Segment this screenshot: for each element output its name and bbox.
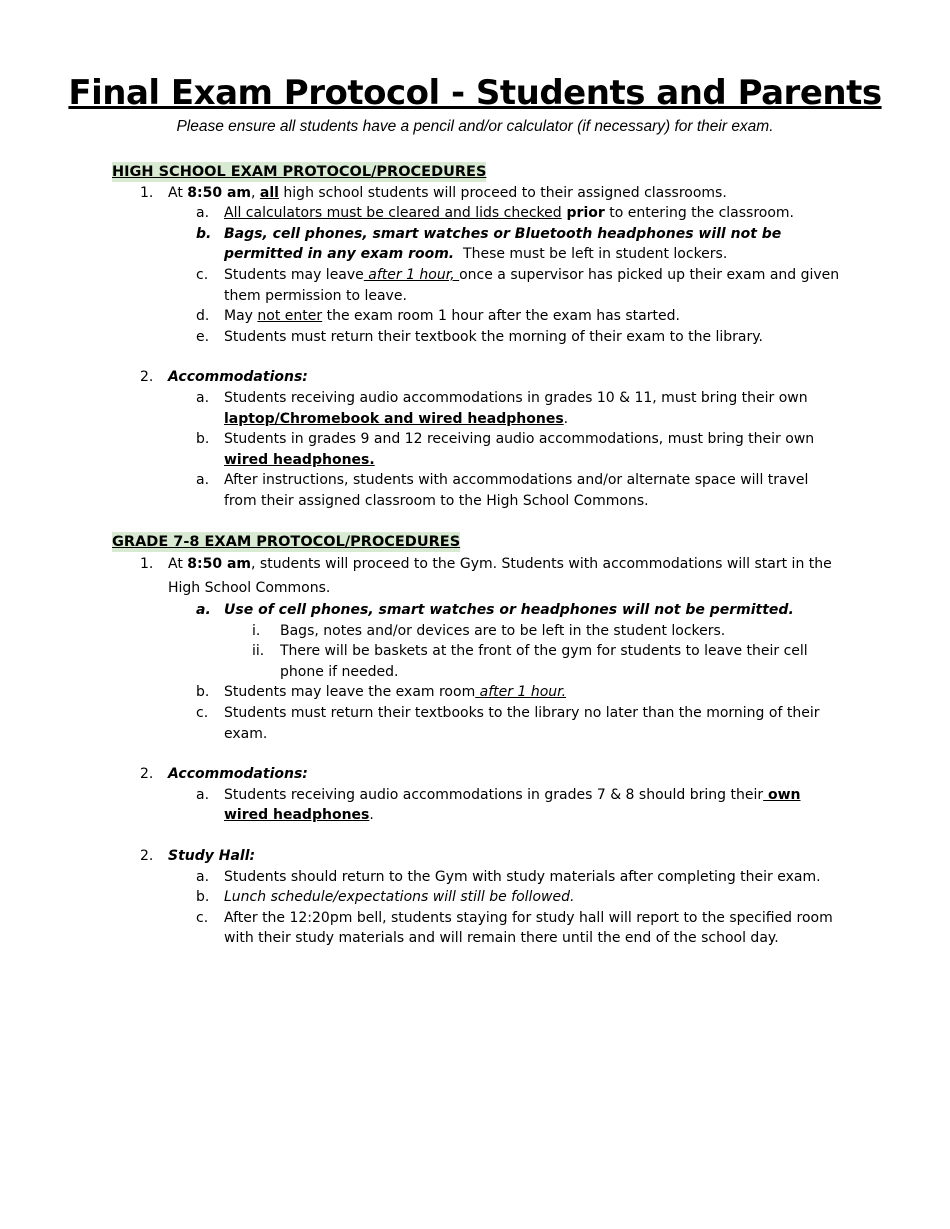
hs-acc-c: a. After instructions, students with accommodations and/or alternate space will travel from their assigned classroom to the High School Commons. [196, 472, 809, 509]
document-body [112, 162, 842, 949]
hs-item-2: 2. Accommodations: [140, 369, 308, 386]
g78-acc-a: a. Students receiving audio accommodations in grades 7 & 8 should bring their own wired headphones. [196, 786, 801, 824]
hs-item-1c: c. Students may leave after 1 hour, once a supervisor has picked up their exam and given them permission to leave. [196, 266, 840, 304]
g78-heading: GRADE 7-8 EXAM PROTOCOL/PROCEDURES [112, 533, 461, 550]
hs-acc-a: a. Students receiving audio accommodations in grades 10 & 11, must bring their own laptop/Chromebook and wired headphones. [196, 389, 808, 427]
hs-section [112, 162, 842, 512]
g78-section [112, 532, 842, 950]
hs-item-1b: b. Bags, cell phones, smart watches or Bluetooth headphones will not be permitted in any exam room. These must be left in student lockers. [196, 225, 782, 263]
g78-item-3: 2. Study Hall: [140, 848, 256, 865]
hs-item-1d: d. May not enter the exam room 1 hour after the exam has started. [196, 308, 680, 325]
g78-sh-b: b. Lunch schedule/expectations will still be followed. [196, 889, 575, 906]
list-number: 1. [140, 184, 154, 201]
g78-item-1a: a. Use of cell phones, smart watches or headphones will not be permitted. [196, 602, 794, 619]
page-title: Final Exam Protocol - Students and Parents [68, 73, 882, 113]
hs-heading: HIGH SCHOOL EXAM PROTOCOL/PROCEDURES [112, 164, 487, 180]
g78-sh-c: c. After the 12:20pm bell, students staying for study hall will report to the specified room with their study materials and will remain there until the end of the school day. [196, 909, 833, 947]
page-subtitle: Please ensure all students have a pencil and/or calculator (if necessary) for their exam. [176, 118, 774, 135]
g78-item-1: 1. At 8:50 am, students will proceed to the Gym. Students with accommodations will start in the High School Commons. [140, 556, 832, 597]
g78-item-2: 2. Accommodations: [140, 766, 308, 783]
hs-item-1e: e. Students must return their textbook the morning of their exam to the library. [196, 328, 764, 345]
g78-item-1b: b. Students may leave the exam room after 1 hour. [196, 684, 567, 701]
g78-item-1a-ii: ii. There will be baskets at the front of the gym for students to leave their cell phone if needed. [252, 643, 808, 680]
g78-item-1a-i: i. Bags, notes and/or devices are to be left in the student lockers. [252, 622, 726, 639]
hs-item-1: 1. At 8:50 am, all high school students will proceed to their assigned classrooms. [112, 183, 842, 204]
hs-item-1a: a. All calculators must be cleared and lids checked prior to entering the classroom. [196, 205, 795, 222]
hs-acc-b: b. Students in grades 9 and 12 receiving audio accommodations, must bring their own wired headphones. [196, 431, 815, 468]
g78-sh-a: a. Students should return to the Gym with study materials after completing their exam. [196, 868, 821, 885]
g78-item-1c: c. Students must return their textbooks to the library no later than the morning of their exam. [196, 705, 820, 742]
